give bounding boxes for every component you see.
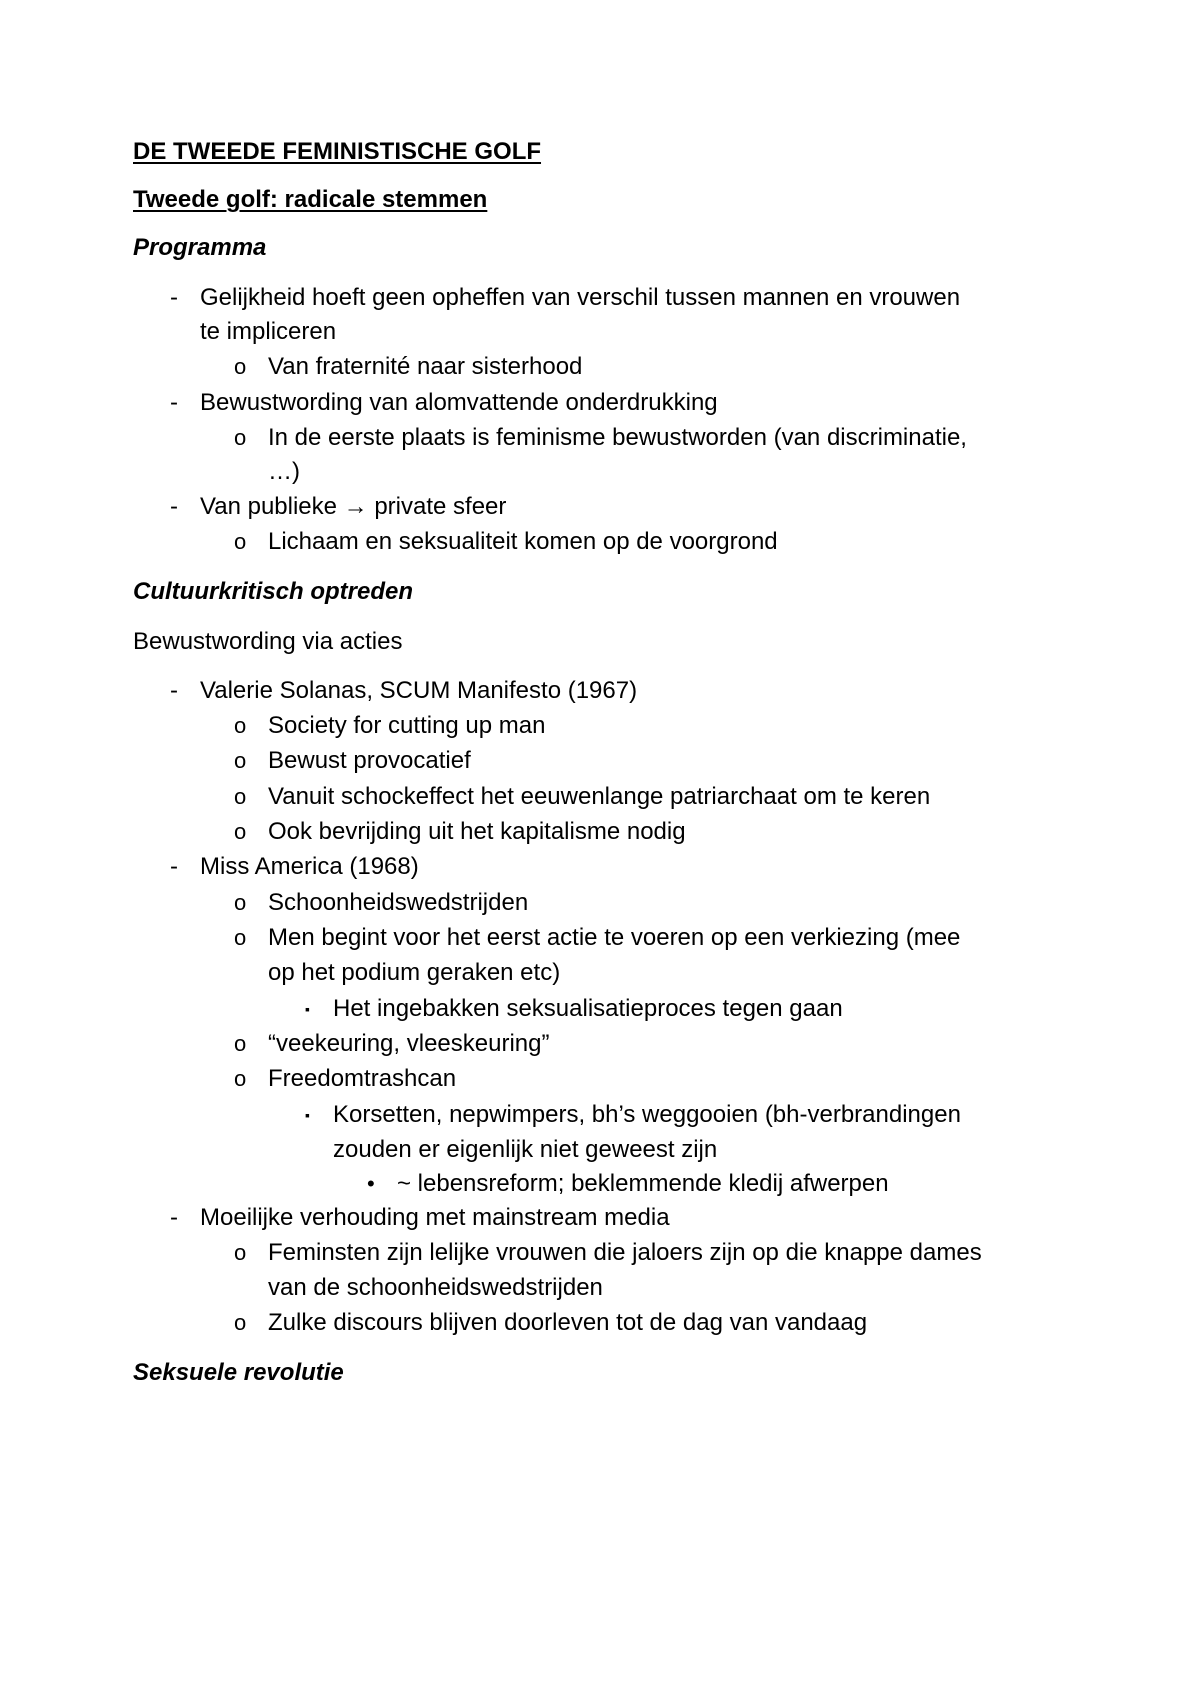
dash-marker: -: [170, 853, 178, 880]
circle-marker: o: [234, 713, 247, 738]
circle-marker: o: [234, 425, 247, 450]
list-item-continuation: …): [268, 458, 300, 485]
list-item: Feminsten zijn lelijke vrouwen die jaloers zijn op die knappe dames: [268, 1239, 982, 1266]
list-item: Het ingebakken seksualisatieproces tegen gaan: [333, 995, 843, 1022]
list-item: Korsetten, nepwimpers, bh’s weggooien (bh-verbrandingen: [333, 1101, 961, 1128]
heading-seksuele-revolutie: Seksuele revolutie: [133, 1359, 344, 1386]
circle-marker: o: [234, 890, 247, 915]
document-title: DE TWEEDE FEMINISTISCHE GOLF: [133, 138, 542, 165]
section-subtitle: Tweede golf: radicale stemmen: [133, 186, 488, 213]
circle-marker: o: [234, 1066, 247, 1091]
list-item: Ook bevrijding uit het kapitalisme nodig: [268, 818, 686, 845]
list-item-continuation: op het podium geraken etc): [268, 959, 561, 986]
circle-marker: o: [234, 1240, 247, 1265]
list-item: Bewustwording van alomvattende onderdrukking: [200, 389, 718, 416]
list-item: Zulke discours blijven doorleven tot de dag van vandaag: [268, 1309, 868, 1336]
list-item-continuation: zouden er eigenlijk niet geweest zijn: [333, 1136, 718, 1163]
list-item: “veekeuring, vleeskeuring”: [268, 1030, 550, 1057]
circle-marker: o: [234, 819, 247, 844]
dash-marker: -: [170, 284, 178, 311]
intro-text: Bewustwording via acties: [133, 628, 403, 655]
list-item: Van publieke → private sfeer: [200, 493, 507, 520]
dash-marker: -: [170, 493, 178, 520]
list-item: Van fraternité naar sisterhood: [268, 353, 583, 380]
circle-marker: o: [234, 784, 247, 809]
list-item: Gelijkheid hoeft geen opheffen van verschil tussen mannen en vrouwen: [200, 284, 961, 311]
list-item: Valerie Solanas, SCUM Manifesto (1967): [200, 677, 638, 704]
list-item: Freedomtrashcan: [268, 1065, 457, 1092]
dash-marker: -: [170, 677, 178, 704]
list-item-continuation: van de schoonheidswedstrijden: [268, 1274, 603, 1301]
square-marker: ▪: [305, 1001, 310, 1017]
list-item: Bewust provocatief: [268, 747, 471, 774]
circle-marker: o: [234, 1031, 247, 1056]
list-item: Miss America (1968): [200, 853, 419, 880]
list-item: Moeilijke verhouding met mainstream media: [200, 1204, 670, 1231]
dash-marker: -: [170, 389, 178, 416]
heading-cultuurkritisch: Cultuurkritisch optreden: [133, 578, 414, 605]
circle-marker: o: [234, 354, 247, 379]
list-item: Men begint voor het eerst actie te voeren op een verkiezing (mee: [268, 924, 961, 951]
heading-programma: Programma: [133, 234, 267, 261]
list-item: ~ lebensreform; beklemmende kledij afwerpen: [397, 1170, 889, 1197]
circle-marker: o: [234, 1310, 247, 1335]
square-marker: ▪: [305, 1107, 310, 1123]
circle-marker: o: [234, 748, 247, 773]
bullet-marker: •: [367, 1171, 375, 1196]
circle-marker: o: [234, 925, 247, 950]
list-item: Vanuit schockeffect het eeuwenlange patriarchaat om te keren: [268, 783, 931, 810]
dash-marker: -: [170, 1204, 178, 1231]
list-item: Lichaam en seksualiteit komen op de voorgrond: [268, 528, 778, 555]
list-item: Schoonheidswedstrijden: [268, 889, 529, 916]
list-item-continuation: te impliceren: [200, 318, 337, 345]
list-item: Society for cutting up man: [268, 712, 546, 739]
list-item: In de eerste plaats is feminisme bewustworden (van discriminatie,: [268, 424, 967, 451]
circle-marker: o: [234, 529, 247, 554]
